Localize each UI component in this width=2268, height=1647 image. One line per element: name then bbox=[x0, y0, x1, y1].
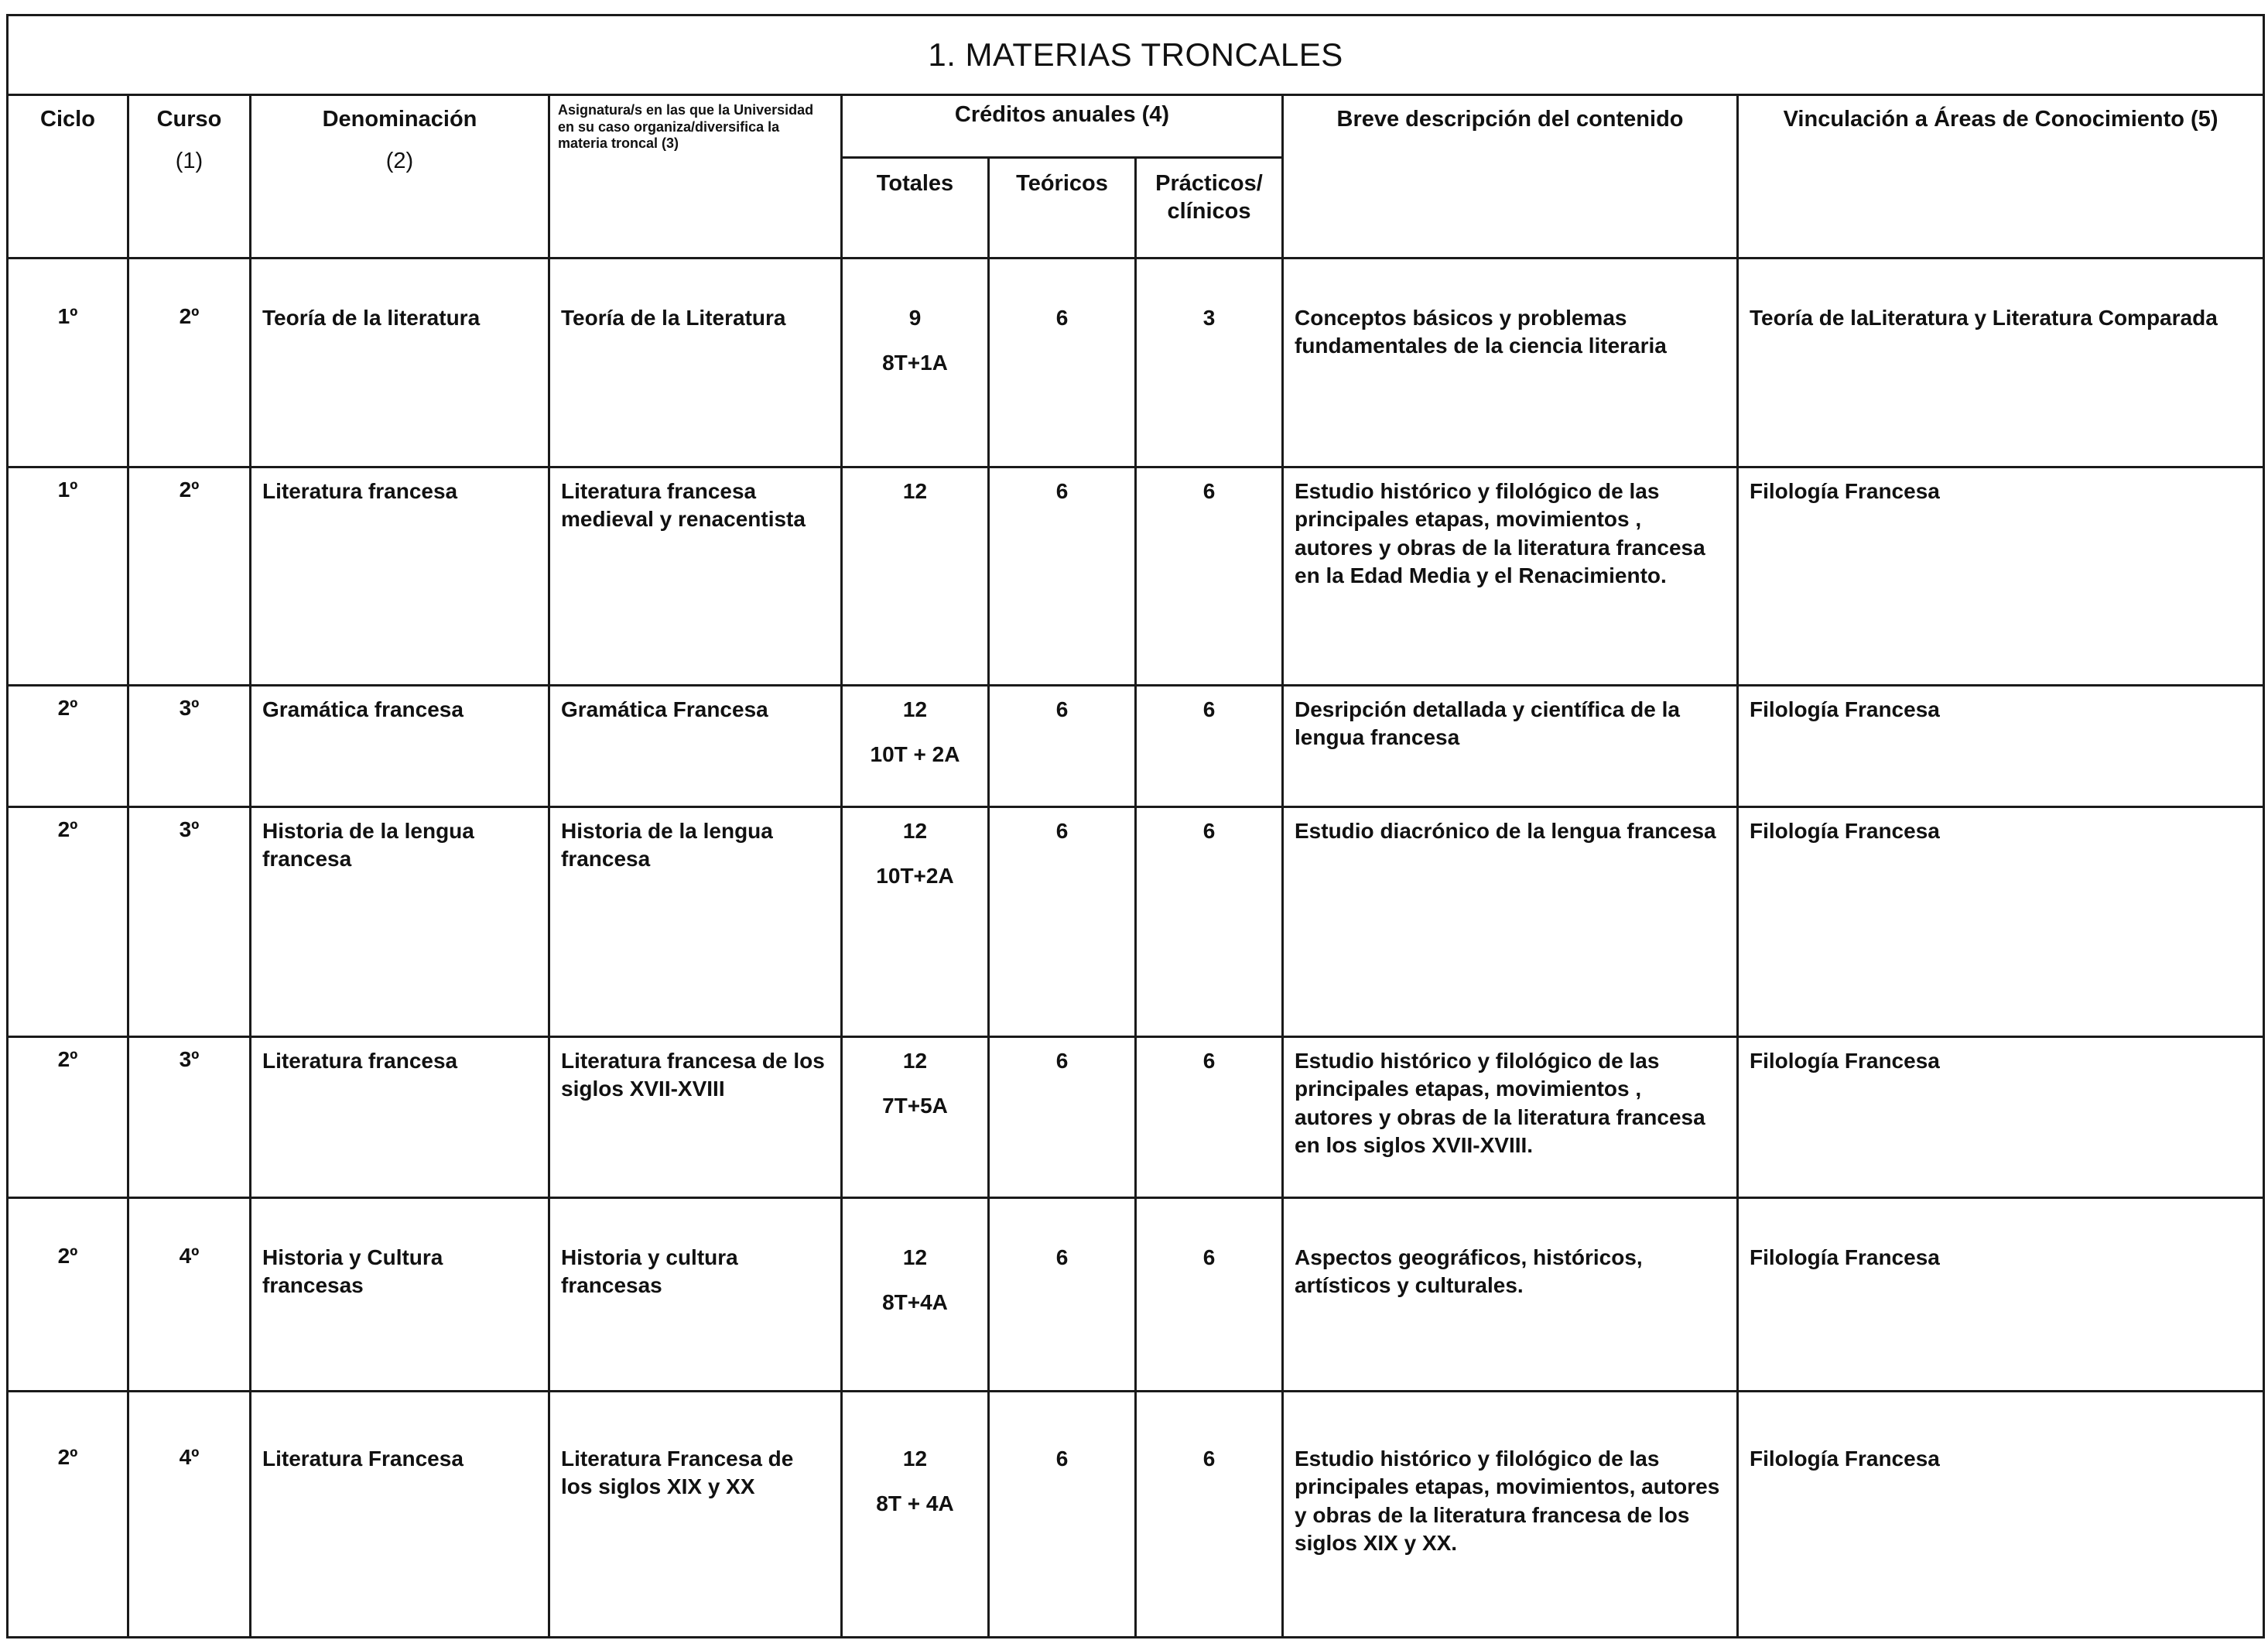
cell-descripcion: Conceptos básicos y problemas fundamentales de la ciencia literaria bbox=[1283, 259, 1738, 467]
header-ciclo-label: Ciclo bbox=[40, 107, 95, 132]
cell-asignatura: Gramática Francesa bbox=[549, 686, 842, 807]
cell-vinculacion: Filología Francesa bbox=[1738, 1198, 2264, 1392]
cell-totales-value: 12 bbox=[902, 1245, 928, 1269]
cell-asignatura: Literatura francesa de los siglos XVII-XVIII bbox=[549, 1037, 842, 1198]
cell-totales bbox=[842, 686, 989, 807]
cell-totales bbox=[842, 1198, 989, 1392]
cell-teoricos: 6 bbox=[989, 807, 1136, 1037]
cell-teoricos: 6 bbox=[989, 686, 1136, 807]
cell-totales bbox=[842, 807, 989, 1037]
cell-curso: 2º bbox=[128, 259, 251, 467]
materias-troncales-table bbox=[6, 14, 2265, 1638]
cell-curso: 3º bbox=[128, 686, 251, 807]
table-row bbox=[8, 1392, 2264, 1638]
cell-ciclo: 2º bbox=[8, 686, 128, 807]
table-row bbox=[8, 807, 2264, 1037]
cell-totales-value: 12 bbox=[902, 819, 928, 843]
cell-practicos: 6 bbox=[1136, 686, 1283, 807]
cell-vinculacion: Filología Francesa bbox=[1738, 807, 2264, 1037]
header-denominacion-note: (2) bbox=[385, 149, 414, 174]
cell-denominacion: Teoría de la literatura bbox=[251, 259, 549, 467]
cell-totales-value: 12 bbox=[902, 1447, 928, 1471]
cell-distribucion: 8T+4A bbox=[882, 1290, 948, 1315]
cell-teoricos: 6 bbox=[989, 1198, 1136, 1392]
header-denominacion bbox=[251, 95, 549, 259]
page-title: 1. MATERIAS TRONCALES bbox=[8, 15, 2264, 95]
cell-practicos: 6 bbox=[1136, 1198, 1283, 1392]
table-row bbox=[8, 259, 2264, 467]
cell-denominacion: Literatura francesa bbox=[251, 1037, 549, 1198]
cell-totales bbox=[842, 467, 989, 686]
cell-descripcion: Estudio histórico y filológico de las principales etapas, movimientos, autores y obras de la literatura francesa de los siglos XIX y XX. bbox=[1283, 1392, 1738, 1638]
cell-vinculacion: Filología Francesa bbox=[1738, 1392, 2264, 1638]
cell-distribucion: 8T+1A bbox=[882, 351, 948, 375]
cell-asignatura: Literatura Francesa de los siglos XIX y XX bbox=[549, 1392, 842, 1638]
cell-teoricos: 6 bbox=[989, 467, 1136, 686]
cell-totales-value: 12 bbox=[902, 479, 928, 503]
header-denominacion-label: Denominación bbox=[322, 107, 477, 132]
cell-asignatura: Historia y cultura francesas bbox=[549, 1198, 842, 1392]
cell-vinculacion: Filología Francesa bbox=[1738, 467, 2264, 686]
cell-totales-value: 12 bbox=[902, 1049, 928, 1073]
cell-totales bbox=[842, 1392, 989, 1638]
cell-vinculacion: Filología Francesa bbox=[1738, 1037, 2264, 1198]
cell-curso: 4º bbox=[128, 1392, 251, 1638]
cell-denominacion: Literatura francesa bbox=[251, 467, 549, 686]
cell-asignatura: Teoría de la Literatura bbox=[549, 259, 842, 467]
cell-ciclo: 2º bbox=[8, 1392, 128, 1638]
cell-curso: 2º bbox=[128, 467, 251, 686]
header-asignatura: Asignatura/s en las que la Universidad en su caso organiza/diversifica la materia troncal (3) bbox=[549, 95, 842, 259]
document bbox=[6, 14, 2263, 1638]
cell-totales bbox=[842, 259, 989, 467]
cell-ciclo: 2º bbox=[8, 1198, 128, 1392]
title-row bbox=[8, 15, 2264, 95]
cell-distribucion: 10T+2A bbox=[876, 864, 954, 889]
cell-curso: 3º bbox=[128, 807, 251, 1037]
cell-curso: 4º bbox=[128, 1198, 251, 1392]
cell-asignatura: Literatura francesa medieval y renacentista bbox=[549, 467, 842, 686]
cell-ciclo: 2º bbox=[8, 807, 128, 1037]
cell-vinculacion: Teoría de laLiteratura y Literatura Comparada bbox=[1738, 259, 2264, 467]
cell-descripcion: Aspectos geográficos, históricos, artísticos y culturales. bbox=[1283, 1198, 1738, 1392]
header-totales: Totales bbox=[842, 158, 989, 259]
table-row bbox=[8, 467, 2264, 686]
header-teoricos: Teóricos bbox=[989, 158, 1136, 259]
cell-curso: 3º bbox=[128, 1037, 251, 1198]
cell-descripcion: Estudio histórico y filológico de las principales etapas, movimientos , autores y obras de la literatura francesa en la Edad Media y el Renacimiento. bbox=[1283, 467, 1738, 686]
cell-denominacion: Literatura Francesa bbox=[251, 1392, 549, 1638]
cell-practicos: 6 bbox=[1136, 1037, 1283, 1198]
cell-distribucion: 10T + 2A bbox=[870, 742, 960, 767]
header-vinculacion: Vinculación a Áreas de Conocimiento (5) bbox=[1738, 95, 2264, 259]
cell-totales-value: 12 bbox=[902, 697, 928, 721]
table-row bbox=[8, 1198, 2264, 1392]
cell-distribucion: 8T + 4A bbox=[876, 1491, 954, 1516]
cell-ciclo: 1º bbox=[8, 259, 128, 467]
cell-totales-value: 9 bbox=[908, 306, 922, 330]
cell-teoricos: 6 bbox=[989, 1037, 1136, 1198]
table-row bbox=[8, 686, 2264, 807]
cell-ciclo: 1º bbox=[8, 467, 128, 686]
cell-descripcion: Desripción detallada y científica de la lengua francesa bbox=[1283, 686, 1738, 807]
header-ciclo bbox=[8, 95, 128, 259]
header-creditos: Créditos anuales (4) bbox=[842, 95, 1283, 158]
cell-practicos: 6 bbox=[1136, 1392, 1283, 1638]
cell-teoricos: 6 bbox=[989, 1392, 1136, 1638]
cell-asignatura: Historia de la lengua francesa bbox=[549, 807, 842, 1037]
cell-descripcion: Estudio diacrónico de la lengua francesa bbox=[1283, 807, 1738, 1037]
cell-vinculacion: Filología Francesa bbox=[1738, 686, 2264, 807]
header-curso-label: Curso bbox=[156, 107, 222, 132]
header-curso bbox=[128, 95, 251, 259]
header-descripcion: Breve descripción del contenido bbox=[1283, 95, 1738, 259]
cell-distribucion: 7T+5A bbox=[882, 1094, 948, 1118]
cell-totales bbox=[842, 1037, 989, 1198]
header-practicos: Prácticos/ clínicos bbox=[1136, 158, 1283, 259]
cell-denominacion: Historia de la lengua francesa bbox=[251, 807, 549, 1037]
cell-practicos: 3 bbox=[1136, 259, 1283, 467]
cell-descripcion: Estudio histórico y filológico de las principales etapas, movimientos , autores y obras de la literatura francesa en los siglos XVII-XVIII. bbox=[1283, 1037, 1738, 1198]
cell-teoricos: 6 bbox=[989, 259, 1136, 467]
cell-denominacion: Historia y Cultura francesas bbox=[251, 1198, 549, 1392]
table-row bbox=[8, 1037, 2264, 1198]
header-row-1 bbox=[8, 95, 2264, 158]
cell-denominacion: Gramática francesa bbox=[251, 686, 549, 807]
cell-practicos: 6 bbox=[1136, 467, 1283, 686]
cell-practicos: 6 bbox=[1136, 807, 1283, 1037]
cell-ciclo: 2º bbox=[8, 1037, 128, 1198]
header-curso-note: (1) bbox=[175, 149, 204, 174]
